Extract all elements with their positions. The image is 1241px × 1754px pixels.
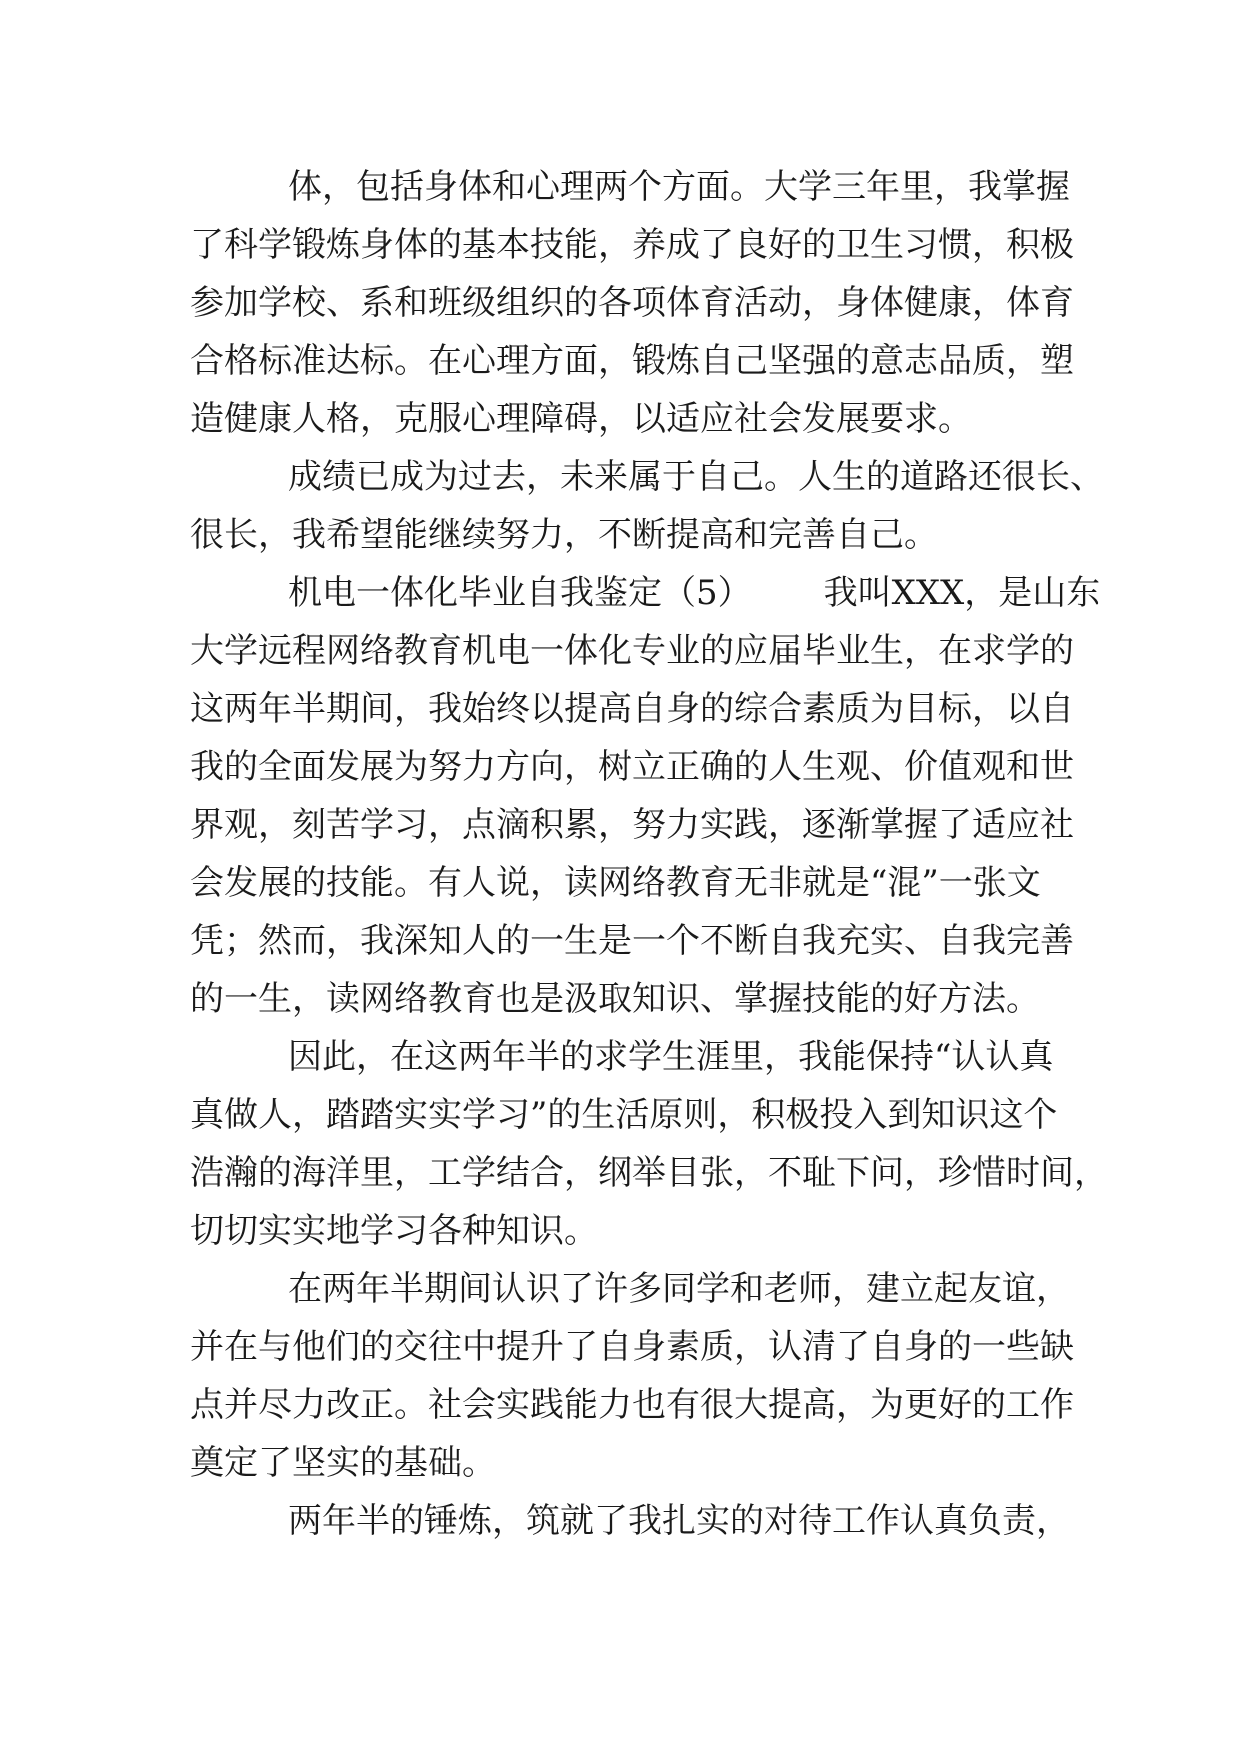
paragraph-achievements [190,448,1104,564]
text-line: 并在与他们的交往中提升了自身素质，认清了自身的一些缺 [190,1327,1074,1367]
paragraph-study-principle [190,1028,1108,1260]
text-line: 造健康人格，克服心理障碍，以适应社会发展要求。 [190,399,972,439]
paragraph-self-evaluation-5 [190,564,1101,1028]
text-line: 成绩已成为过去，未来属于自己。人生的道路还很长、 [288,457,1104,497]
document-body [190,158,1108,1550]
text-line: 界观，刻苦学习，点滴积累，努力实践，逐渐掌握了适应社 [190,805,1074,845]
section-heading-line [190,564,1101,622]
text-line: 很长，我希望能继续努力，不断提高和完善自己。 [190,515,938,555]
text-line: 切切实实地学习各种知识。 [190,1211,598,1251]
text-line: 参加学校、系和班级组织的各项体育活动，身体健康，体育 [190,283,1074,323]
heading-tail-text: 我叫XXX，是山东 [823,573,1101,613]
text-line: 了科学锻炼身体的基本技能，养成了良好的卫生习惯，积极 [190,225,1074,265]
text-line: 浩瀚的海洋里，工学结合，纲举目张，不耻下问，珍惜时间， [190,1153,1108,1193]
text-line: 在两年半期间认识了许多同学和老师，建立起友谊， [288,1269,1070,1309]
paragraph-health [190,158,1074,448]
text-line: 点并尽力改正。社会实践能力也有很大提高，为更好的工作 [190,1385,1074,1425]
section-heading: 机电一体化毕业自我鉴定（5） [288,573,752,613]
text-line: 因此，在这两年半的求学生涯里，我能保持“认认真 [288,1037,1054,1077]
text-line: 这两年半期间，我始终以提高自身的综合素质为目标，以自 [190,689,1074,729]
text-line: 两年半的锤炼，筑就了我扎实的对待工作认真负责， [288,1501,1070,1541]
text-line: 凭；然而，我深知人的一生是一个不断自我充实、自我完善 [190,921,1074,961]
text-line: 奠定了坚实的基础。 [190,1443,496,1483]
paragraph-friendship [190,1260,1074,1492]
paragraph-tempering [190,1492,1070,1550]
text-line: 的一生，读网络教育也是汲取知识、掌握技能的好方法。 [190,979,1040,1019]
text-line: 大学远程网络教育机电一体化专业的应届毕业生，在求学的 [190,631,1074,671]
text-line: 我的全面发展为努力方向，树立正确的人生观、价值观和世 [190,747,1074,787]
text-line: 合格标准达标。在心理方面，锻炼自己坚强的意志品质，塑 [190,341,1074,381]
text-line: 体，包括身体和心理两个方面。大学三年里，我掌握 [288,167,1070,207]
text-line: 会发展的技能。有人说，读网络教育无非就是“混”一张文 [190,863,1041,903]
text-line: 真做人，踏踏实实学习”的生活原则，积极投入到知识这个 [190,1095,1058,1135]
